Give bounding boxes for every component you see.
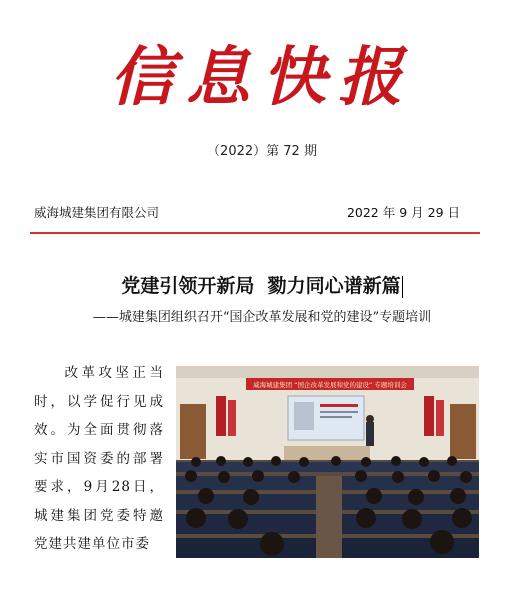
article-subheadline: ——城建集团组织召开“国企改革发展和党的建设”专题培训 [92,310,432,325]
article-headline [0,271,524,298]
publish-date: 2022 年 9 月 29 日 [346,205,460,220]
masthead-title: 信息快报 [110,40,414,115]
headline-text: 党建引领开新局 勠力同心谱新篇 [121,275,401,297]
header-divider [30,232,480,234]
body-paragraph: 改革攻坚正当时，以学促行见成效。为全面贯彻落实市国资委的部署要求，9月28日，城建集团党委特邀党建共建单位市委 [34,365,164,552]
issue-number: （2022）第 72 期 [207,144,317,159]
banner-text: 威海城建集团 “国企改革发展和党的建设” 专题培训会 [253,381,407,389]
text-cursor [402,276,403,298]
meeting-photo [176,366,479,558]
article-body [34,359,164,559]
meeting-photo-illustration [176,366,479,558]
company-name: 威海城建集团有限公司 [34,205,160,220]
